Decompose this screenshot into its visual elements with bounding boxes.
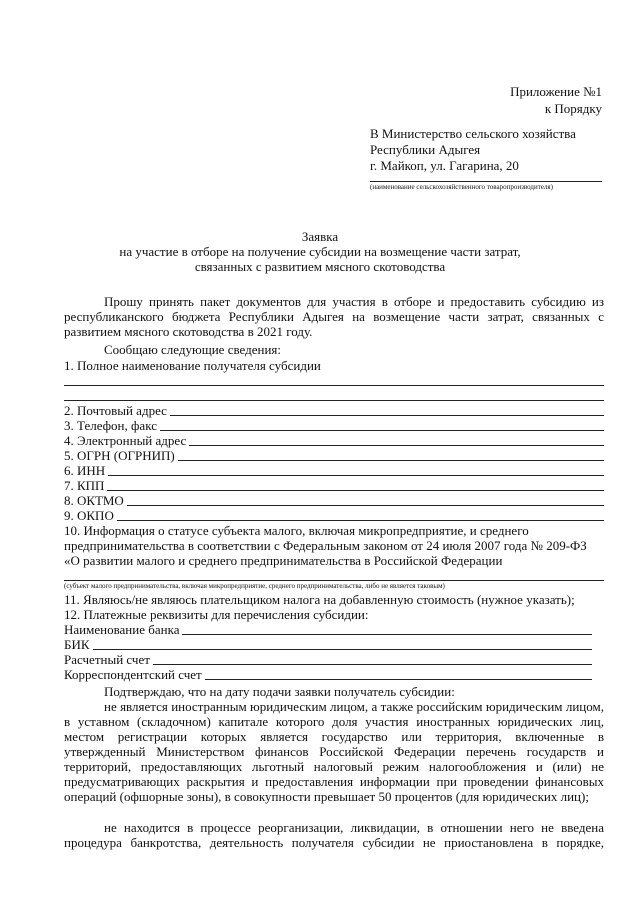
field-inn xyxy=(64,463,604,478)
corr-account-label: Корреспондентский счет xyxy=(64,667,202,682)
recipient-line-2: Республики Адыгея xyxy=(370,142,481,157)
confirm-lead: Подтверждаю, что на дату подачи заявки получатель субсидии: xyxy=(104,684,455,699)
document-title xyxy=(0,229,640,274)
corr-account-input-line[interactable] xyxy=(205,668,592,680)
confirm-item-2: не находится в процессе реорганизации, ликвидации, в отношении него не введена процедура банкротства, деятельность получателя субсидии не приостановлена в порядке, xyxy=(64,820,604,850)
account-input-line[interactable] xyxy=(153,653,592,665)
field-7-label: 7. КПП xyxy=(64,478,105,493)
field-postal-address xyxy=(64,403,604,418)
bik-input-line[interactable] xyxy=(93,638,592,650)
appendix-reference xyxy=(510,83,602,117)
bik-label: БИК xyxy=(64,637,90,652)
appendix-line-1: Приложение №1 xyxy=(510,84,602,99)
bank-name-input-line[interactable] xyxy=(182,623,592,635)
field-corr-account xyxy=(64,667,592,682)
field-3-label: 3. Телефон, факс xyxy=(64,418,157,433)
field-11-vat: 11. Являюсь/не являюсь плательщиком налога на добавленную стоимость (нужное указать); xyxy=(64,592,575,607)
title-line-2: на участие в отборе на получение субсидии на возмещение части затрат, xyxy=(119,244,521,259)
recipient-line-1: В Министерство сельского хозяйства xyxy=(370,126,576,141)
field-2-input-line[interactable] xyxy=(170,404,604,416)
field-2-label: 2. Почтовый адрес xyxy=(64,403,167,418)
account-label: Расчетный счет xyxy=(64,652,150,667)
field-1-label: 1. Полное наименование получателя субсидии xyxy=(64,358,321,373)
title-line-3: связанных с развитием мясного скотоводства xyxy=(194,259,446,274)
confirm-item-1: не является иностранным юридическим лицом, а также российским юридическим лицом, в уставном (складочном) капитале которого доля участия иностранных юридических лиц, местом регистрации которых является государство или территория, включенные в утвержденный Министерством финансов Российской Федерации перечень государств и территорий, предоставляющих льготный налоговый режим налогообложения и (или) не предусматривающих раскрытия и предоставления информации при проведении финансовых операций (офшорные зоны), в совокупности превышает 50 процентов (для юридических лиц); xyxy=(64,699,604,804)
inform-line: Сообщаю следующие сведения: xyxy=(104,342,282,357)
applicant-name-line xyxy=(370,181,602,182)
field-1-line-b xyxy=(64,400,604,401)
recipient-line-3: г. Майкоп, ул. Гагарина, 20 xyxy=(370,158,519,173)
field-7-input-line[interactable] xyxy=(107,479,604,491)
field-10-caption: (субъект малого предпринимательства, включая микропредприятие, среднего предпринимательства, либо не является таковым) xyxy=(64,582,445,590)
field-10-line-2: предпринимательства в соответствии с Федеральным законом от 24 июля 2007 года № 209-ФЗ xyxy=(64,538,587,553)
field-10-line-1: 10. Информация о статусе субъекта малого, включая микропредприятие, и среднего xyxy=(64,523,529,538)
field-6-label: 6. ИНН xyxy=(64,463,106,478)
bank-name-label: Наименование банка xyxy=(64,622,180,637)
field-8-label: 8. ОКТМО xyxy=(64,493,124,508)
field-kpp xyxy=(64,478,604,493)
title-line-1: Заявка xyxy=(301,229,339,244)
field-1-line-a xyxy=(64,385,604,386)
field-9-label: 9. ОКПО xyxy=(64,508,114,523)
field-12-label: 12. Платежные реквизиты для перечисления субсидии: xyxy=(64,607,369,622)
field-5-input-line[interactable] xyxy=(178,449,604,461)
field-account xyxy=(64,652,592,667)
applicant-name-caption: (наименование сельскохозяйственного товаропроизводителя) xyxy=(370,183,553,191)
field-ogrn xyxy=(64,448,604,463)
field-8-input-line[interactable] xyxy=(127,494,604,506)
field-phone-fax xyxy=(64,418,604,433)
field-email xyxy=(64,433,604,448)
field-4-label: 4. Электронный адрес xyxy=(64,433,187,448)
intro-paragraph: Прошу принять пакет документов для участия в отборе и предоставить субсидию из республиканского бюджета Республики Адыгея на возмещение части затрат, связанных с развитием мясного скотоводства в 2021 году. xyxy=(64,294,604,339)
field-3-input-line[interactable] xyxy=(160,419,604,431)
field-5-label: 5. ОГРН (ОГРНИП) xyxy=(64,448,175,463)
field-bank-name xyxy=(64,622,592,637)
field-bik xyxy=(64,637,592,652)
field-6-input-line[interactable] xyxy=(108,464,604,476)
field-oktmo xyxy=(64,493,604,508)
field-okpo xyxy=(64,508,604,523)
field-4-input-line[interactable] xyxy=(189,434,604,446)
field-9-input-line[interactable] xyxy=(117,509,604,521)
field-10-input-line[interactable] xyxy=(64,580,604,581)
field-10-line-3: «О развитии малого и среднего предпринимательства в Российской Федерации xyxy=(64,553,503,568)
recipient-block xyxy=(370,126,576,174)
appendix-line-2: к Порядку xyxy=(544,101,602,116)
